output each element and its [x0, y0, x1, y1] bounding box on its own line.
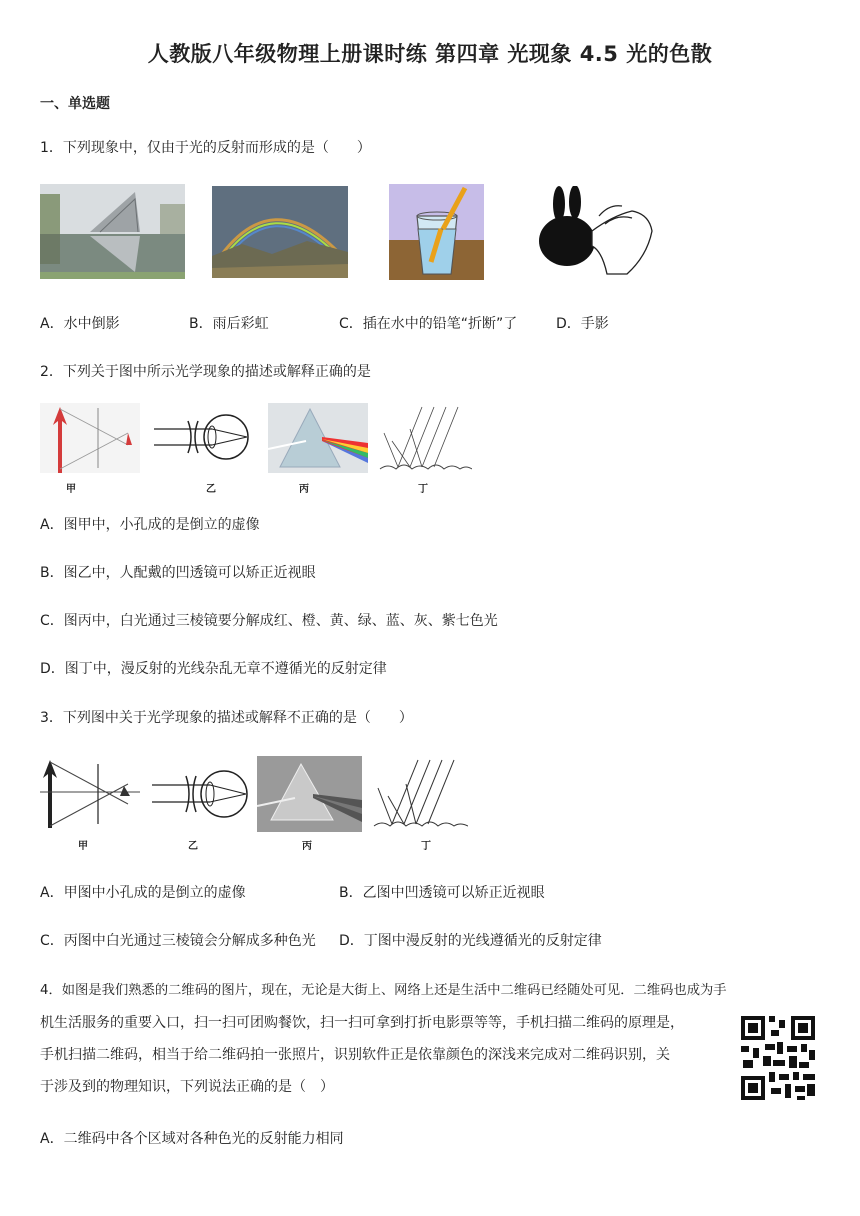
question-3-stem: 3．下列图中关于光学现象的描述或解释不正确的是（ ）	[40, 710, 413, 726]
rainbow-photo	[212, 186, 348, 278]
pencil-in-water-drawing	[389, 184, 484, 280]
question-3-option-d[interactable]: D．丁图中漫反射的光线遵循光的反射定律	[339, 933, 602, 949]
question-2-option-c[interactable]: C．图丙中，白光通过三棱镜要分解成红、橙、黄、绿、蓝、灰、紫七色光	[40, 613, 498, 629]
question-4-line-3: 手机扫描二维码，相当于给二维码拍一张照片，识别软件正是依靠颜色的深浅来完成对二维码识别，关	[40, 1047, 670, 1063]
question-4-option-a[interactable]: A．二维码中各个区域对各种色光的反射能力相同	[40, 1131, 344, 1147]
prism-photo	[268, 403, 368, 473]
eye-lens-diagram	[152, 405, 252, 470]
eye-lens-diagram-bw	[150, 760, 250, 828]
question-3-option-b[interactable]: B．乙图中凹透镜可以矫正近视眼	[339, 885, 545, 901]
figure-label-yi-3: 乙	[188, 841, 198, 852]
question-2-stem: 2．下列关于图中所示光学现象的描述或解释正确的是	[40, 364, 371, 380]
diffuse-reflection-diagram-bw	[372, 756, 468, 832]
section-heading: 一、单选题	[40, 96, 110, 112]
question-4-line-4: 于涉及到的物理知识，下列说法正确的是（ ）	[40, 1079, 334, 1095]
reflection-photo	[40, 184, 185, 279]
question-2-option-a[interactable]: A．图甲中，小孔成的是倒立的虚像	[40, 517, 260, 533]
pinhole-diagram	[40, 403, 140, 473]
hand-shadow-drawing	[537, 186, 655, 278]
question-2-option-d[interactable]: D．图丁中，漫反射的光线杂乱无章不遵循光的反射定律	[40, 661, 387, 677]
figure-label-yi: 乙	[206, 484, 216, 495]
figure-label-jia-3: 甲	[78, 841, 88, 852]
prism-photo-bw	[257, 756, 362, 832]
figure-label-ding: 丁	[418, 484, 428, 495]
figure-label-jia: 甲	[66, 484, 76, 495]
question-1-option-c[interactable]: C．插在水中的铅笔“折断”了	[339, 316, 518, 332]
page-title: 人教版八年级物理上册课时练 第四章 光现象 4.5 光的色散	[147, 42, 713, 66]
question-3-option-c[interactable]: C．丙图中白光通过三棱镜会分解成多种色光	[40, 933, 316, 949]
question-4-line-2: 机生活服务的重要入口，扫一扫可团购餐饮，扫一扫可拿到打折电影票等等，手机扫描二维码的原理是，	[40, 1015, 684, 1031]
question-2-option-b[interactable]: B．图乙中，人配戴的凹透镜可以矫正近视眼	[40, 565, 316, 581]
qr-code-image	[737, 1012, 819, 1104]
pinhole-diagram-bw	[40, 756, 140, 832]
question-1-option-a[interactable]: A．水中倒影	[40, 316, 120, 332]
question-1-option-d[interactable]: D．手影	[556, 316, 609, 332]
question-4-line-1: 4．如图是我们熟悉的二维码的图片，现在，无论是大街上、网络上还是生活中二维码已经随处可见．二维码也成为手	[40, 983, 727, 998]
question-3-option-a[interactable]: A．甲图中小孔成的是倒立的虚像	[40, 885, 246, 901]
diffuse-reflection-diagram	[378, 403, 472, 473]
question-1-stem: 1．下列现象中，仅由于光的反射而形成的是（ ）	[40, 140, 371, 156]
figure-label-ding-3: 丁	[421, 841, 431, 852]
figure-label-bing-3: 丙	[302, 841, 312, 852]
question-1-option-b[interactable]: B．雨后彩虹	[189, 316, 269, 332]
figure-label-bing: 丙	[299, 484, 309, 495]
